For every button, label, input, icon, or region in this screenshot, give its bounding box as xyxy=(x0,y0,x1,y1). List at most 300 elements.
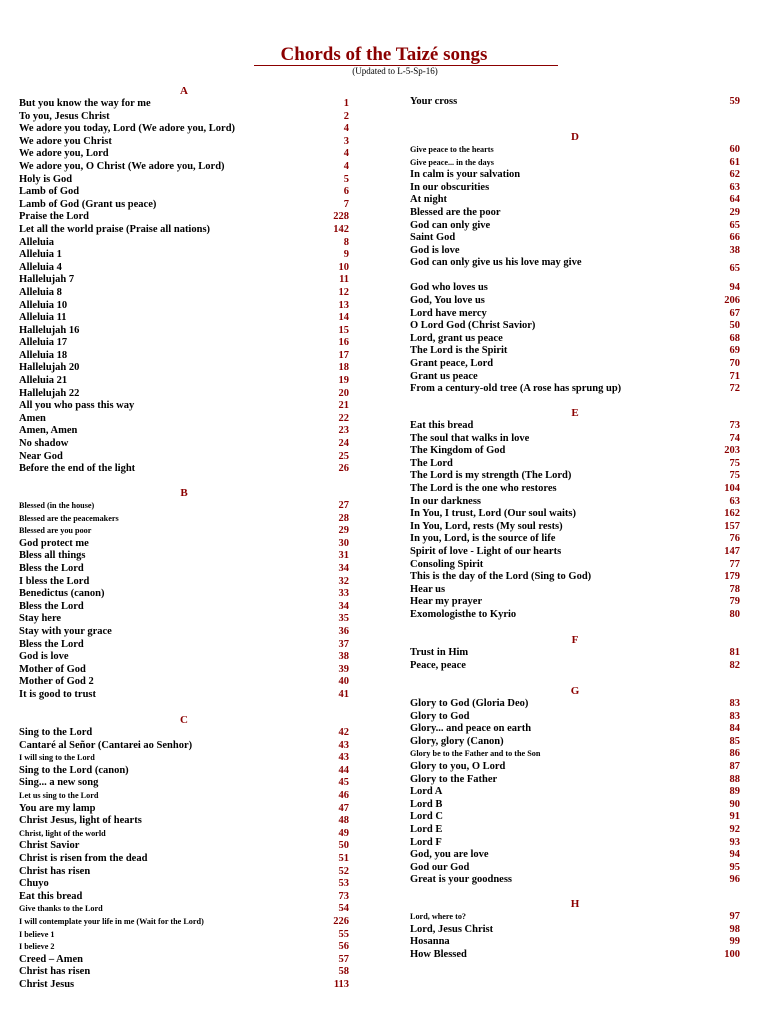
song-title: We adore you, Lord xyxy=(19,148,109,160)
song-title: I will sing to the Lord xyxy=(19,753,95,763)
song-entry xyxy=(19,451,349,464)
song-entry xyxy=(410,521,740,534)
song-title: Eat this bread xyxy=(410,420,474,431)
song-title: The soul that walks in love xyxy=(410,432,530,444)
song-entry xyxy=(19,840,349,853)
song-number: 50 xyxy=(338,840,349,852)
song-number: 97 xyxy=(729,911,740,922)
section-e xyxy=(410,406,740,622)
song-number: 26 xyxy=(338,463,349,475)
song-entry xyxy=(19,186,349,199)
song-number: 94 xyxy=(729,282,740,294)
song-entry xyxy=(410,924,740,937)
song-entry xyxy=(19,676,349,689)
song-number: 203 xyxy=(724,445,740,457)
song-number: 11 xyxy=(339,274,349,286)
song-number: 100 xyxy=(724,948,740,960)
song-entry xyxy=(410,308,740,321)
song-entry xyxy=(19,966,349,979)
song-entry xyxy=(19,500,349,513)
song-entry xyxy=(19,929,349,942)
song-number: 62 xyxy=(729,169,740,181)
song-entry xyxy=(410,358,740,371)
song-entry xyxy=(410,546,740,559)
song-entry xyxy=(19,777,349,790)
song-entry xyxy=(19,878,349,891)
song-number: 31 xyxy=(338,550,349,562)
song-number: 24 xyxy=(338,438,349,450)
song-title: Glory... and peace on earth xyxy=(410,723,532,735)
song-title: God is love xyxy=(19,651,69,663)
song-title: Holy is God xyxy=(19,173,73,185)
song-entry xyxy=(410,157,740,170)
song-number: 4 xyxy=(343,148,349,160)
song-number: 83 xyxy=(729,710,740,722)
song-entry xyxy=(19,199,349,212)
song-number: 17 xyxy=(338,349,349,361)
song-entry xyxy=(19,425,349,438)
song-title: Consoling Spirit xyxy=(410,558,484,570)
song-number: 228 xyxy=(333,211,349,223)
song-entry xyxy=(19,613,349,626)
song-number: 76 xyxy=(729,533,740,545)
song-number: 18 xyxy=(338,362,349,374)
song-number: 15 xyxy=(338,324,349,336)
song-entry xyxy=(410,433,740,446)
song-title: We adore you today, Lord (We adore you, Lord) xyxy=(19,123,236,135)
song-entry xyxy=(19,111,349,124)
song-number: 157 xyxy=(724,520,740,532)
song-title: Sing to the Lord xyxy=(19,727,93,738)
song-number: 68 xyxy=(729,332,740,344)
section-heading: B xyxy=(180,487,188,499)
song-entry xyxy=(410,609,740,622)
song-title: Let all the world praise (Praise all nations) xyxy=(19,223,211,235)
song-number: 59 xyxy=(729,96,740,107)
song-entry xyxy=(19,249,349,262)
section-heading: H xyxy=(570,898,580,910)
song-title: In You, Lord, rests (My soul rests) xyxy=(410,520,563,532)
song-number: 47 xyxy=(338,802,349,814)
song-entry xyxy=(410,220,740,233)
song-title: God is love xyxy=(410,244,460,256)
song-number: 7 xyxy=(343,198,349,210)
song-entry xyxy=(19,98,349,111)
song-entry xyxy=(410,96,740,109)
song-entry xyxy=(410,911,740,924)
song-entry xyxy=(19,563,349,576)
song-entry xyxy=(410,207,740,220)
song-entry xyxy=(410,333,740,346)
song-title: We adore you Christ xyxy=(19,135,112,147)
song-number: 21 xyxy=(338,400,349,412)
song-number: 33 xyxy=(338,588,349,600)
song-title: Alleluia xyxy=(19,236,55,248)
song-entry xyxy=(19,325,349,338)
song-entry xyxy=(19,941,349,954)
song-number: 48 xyxy=(338,815,349,827)
song-number: 1 xyxy=(343,98,349,109)
section-b xyxy=(19,486,349,702)
song-title: All you who pass this way xyxy=(19,400,135,412)
song-entry xyxy=(410,811,740,824)
song-title: At night xyxy=(410,194,448,206)
song-number: 34 xyxy=(338,562,349,574)
song-number: 50 xyxy=(729,320,740,332)
song-entry xyxy=(410,559,740,572)
section-heading: D xyxy=(571,131,579,143)
song-number: 179 xyxy=(724,571,740,583)
song-number: 67 xyxy=(729,307,740,319)
song-title: Lord C xyxy=(410,811,443,823)
song-entry xyxy=(19,224,349,237)
song-number: 113 xyxy=(333,978,349,990)
song-title: God can only give us his love may give xyxy=(410,257,582,269)
song-number: 93 xyxy=(729,836,740,848)
song-number: 99 xyxy=(729,936,740,948)
song-title: Alleluia 17 xyxy=(19,337,68,349)
song-number: 12 xyxy=(338,286,349,298)
song-number: 72 xyxy=(729,383,740,395)
song-entry xyxy=(19,588,349,601)
song-entry xyxy=(19,287,349,300)
page-title: Chords of the Taizé songs xyxy=(280,44,488,65)
song-number: 36 xyxy=(338,625,349,637)
song-number: 87 xyxy=(729,760,740,772)
song-number: 92 xyxy=(729,823,740,835)
song-title: Alleluia 4 xyxy=(19,261,62,273)
song-entry xyxy=(410,445,740,458)
song-number: 65 xyxy=(729,219,740,231)
song-entry xyxy=(410,420,740,433)
song-number: 38 xyxy=(729,244,740,256)
song-entry xyxy=(19,161,349,174)
song-number: 28 xyxy=(338,512,349,524)
song-entry xyxy=(19,576,349,589)
song-number: 88 xyxy=(729,773,740,785)
song-number: 64 xyxy=(729,194,740,206)
song-entry xyxy=(19,525,349,538)
song-number: 4 xyxy=(343,160,349,172)
song-title: Christ is risen from the dead xyxy=(19,852,148,864)
song-title: Peace, peace xyxy=(410,659,466,671)
song-number: 22 xyxy=(338,412,349,424)
song-entry xyxy=(19,903,349,916)
song-title: Sing to the Lord (canon) xyxy=(19,764,129,776)
song-entry xyxy=(19,123,349,136)
song-number: 75 xyxy=(729,457,740,469)
song-entry xyxy=(19,438,349,451)
song-title: Give peace to the hearts xyxy=(410,145,494,154)
song-title: Lord B xyxy=(410,798,443,810)
song-entry xyxy=(410,533,740,546)
song-entry xyxy=(19,362,349,375)
section-f xyxy=(410,633,740,672)
song-title: Benedictus (canon) xyxy=(19,588,105,600)
song-title: Saint God xyxy=(410,232,456,244)
song-number: 2 xyxy=(343,110,349,122)
song-title: I bless the Lord xyxy=(19,575,90,587)
song-entry xyxy=(410,282,740,295)
song-title: Christ, light of the world xyxy=(19,828,106,838)
section-heading: G xyxy=(570,685,580,697)
song-title: Glory to you, O Lord xyxy=(410,760,506,772)
song-title: Eat this bread xyxy=(19,890,83,902)
song-title: In our darkness xyxy=(410,495,481,507)
song-number: 51 xyxy=(338,852,349,864)
song-title: Stay with your grace xyxy=(19,625,112,637)
song-entry xyxy=(19,413,349,426)
song-entry xyxy=(19,538,349,551)
section-a xyxy=(19,84,349,476)
song-title: Christ Jesus, light of hearts xyxy=(19,815,142,827)
song-title: The Kingdom of God xyxy=(410,445,506,457)
song-number: 49 xyxy=(338,827,349,839)
song-number: 54 xyxy=(338,903,349,915)
song-title: Lord, Jesus Christ xyxy=(410,923,494,935)
song-title: Trust in Him xyxy=(410,647,469,658)
song-number: 6 xyxy=(343,186,349,198)
song-entry xyxy=(410,647,740,660)
song-entry xyxy=(19,350,349,363)
song-number: 23 xyxy=(338,425,349,437)
song-number: 8 xyxy=(343,236,349,248)
song-entry xyxy=(19,954,349,967)
song-title: Lord E xyxy=(410,823,443,835)
song-entry xyxy=(410,483,740,496)
song-title: Mother of God xyxy=(19,663,86,675)
song-title: This is the day of the Lord (Sing to God) xyxy=(410,571,592,583)
song-title: Hear us xyxy=(410,583,446,595)
song-title: Christ Savior xyxy=(19,840,80,852)
song-number: 206 xyxy=(724,294,740,306)
song-entry xyxy=(19,891,349,904)
song-title: How Blessed xyxy=(410,948,467,960)
song-number: 70 xyxy=(729,357,740,369)
song-entry xyxy=(410,774,740,787)
song-entry xyxy=(410,182,740,195)
song-entry xyxy=(19,513,349,526)
song-title: In You, I trust, Lord (Our soul waits) xyxy=(410,508,576,520)
song-entry xyxy=(410,232,740,245)
song-number: 4 xyxy=(343,123,349,135)
song-number: 162 xyxy=(724,508,740,520)
song-number: 35 xyxy=(338,613,349,625)
song-entry xyxy=(19,765,349,778)
song-title: God, You love us xyxy=(410,294,485,306)
song-number: 147 xyxy=(724,545,740,557)
song-entry xyxy=(410,596,740,609)
song-entry xyxy=(19,815,349,828)
song-number: 13 xyxy=(338,299,349,311)
song-title: Mother of God 2 xyxy=(19,676,94,688)
song-number: 86 xyxy=(729,748,740,760)
song-number: 90 xyxy=(729,798,740,810)
song-title: Christ Jesus xyxy=(19,978,75,990)
song-number: 84 xyxy=(729,723,740,735)
song-entry xyxy=(410,824,740,837)
section-c-continued xyxy=(410,96,740,109)
song-title: Glory to the Father xyxy=(410,773,498,785)
song-title: Bless all things xyxy=(19,550,86,562)
song-entry xyxy=(19,828,349,841)
song-title: Exomologisthe to Kyrio xyxy=(410,608,517,620)
song-entry xyxy=(19,626,349,639)
song-number: 27 xyxy=(338,500,349,511)
song-title: Lord, where to? xyxy=(410,912,467,921)
song-number: 65 xyxy=(729,263,740,275)
song-number: 63 xyxy=(729,495,740,507)
song-title: Hallelujah 22 xyxy=(19,387,80,399)
song-title: Hallelujah 7 xyxy=(19,274,75,286)
song-title: It is good to trust xyxy=(19,688,97,700)
song-title: Cantaré al Señor (Cantarei ao Senhor) xyxy=(19,739,193,751)
song-number: 142 xyxy=(333,223,349,235)
song-title: I believe 1 xyxy=(19,929,55,939)
song-entry xyxy=(410,837,740,850)
song-number: 96 xyxy=(729,874,740,886)
song-number: 34 xyxy=(338,600,349,612)
song-entry xyxy=(410,786,740,799)
song-title: I will contemplate your life in me (Wait for the Lord) xyxy=(19,916,204,926)
song-entry xyxy=(19,262,349,275)
song-title: God protect me xyxy=(19,537,89,549)
song-number: 5 xyxy=(343,173,349,185)
song-title: In our obscurities xyxy=(410,181,490,193)
song-entry xyxy=(410,949,740,962)
song-number: 60 xyxy=(729,144,740,155)
song-entry xyxy=(19,979,349,992)
song-number: 73 xyxy=(729,420,740,431)
song-entry xyxy=(19,651,349,664)
song-title: God who loves us xyxy=(410,282,488,294)
song-entry xyxy=(410,799,740,812)
song-entry xyxy=(410,584,740,597)
song-entry xyxy=(19,300,349,313)
song-title: Lamb of God (Grant us peace) xyxy=(19,198,157,210)
song-number: 46 xyxy=(338,789,349,801)
song-title: Grant peace, Lord xyxy=(410,357,494,369)
song-title: Hallelujah 16 xyxy=(19,324,80,336)
song-title: Glory to God (Gloria Deo) xyxy=(410,698,529,709)
song-number: 63 xyxy=(729,181,740,193)
song-entry xyxy=(410,345,740,358)
song-number: 81 xyxy=(729,647,740,658)
song-title: Let us sing to the Lord xyxy=(19,790,99,800)
song-title: Praise the Lord xyxy=(19,211,89,223)
song-number: 77 xyxy=(729,558,740,570)
song-title: Lord F xyxy=(410,836,442,848)
song-number: 71 xyxy=(729,370,740,382)
song-entry xyxy=(410,698,740,711)
song-number: 43 xyxy=(338,739,349,751)
song-title: I believe 2 xyxy=(19,942,55,952)
song-title: Creed – Amen xyxy=(19,953,83,965)
song-entry xyxy=(410,874,740,887)
song-entry xyxy=(410,383,740,396)
song-entry xyxy=(19,312,349,325)
song-number: 19 xyxy=(338,375,349,387)
song-title: Stay here xyxy=(19,613,62,625)
song-entry xyxy=(410,496,740,509)
song-title: Blessed are you poor xyxy=(19,526,92,536)
song-entry xyxy=(19,463,349,476)
song-title: Blessed are the peacemakers xyxy=(19,513,119,523)
song-number: 37 xyxy=(338,638,349,650)
song-entry xyxy=(19,752,349,765)
song-number: 95 xyxy=(729,861,740,873)
song-entry xyxy=(410,736,740,749)
section-heading: F xyxy=(571,634,579,646)
song-title: Hosanna xyxy=(410,936,450,948)
song-number: 80 xyxy=(729,608,740,620)
song-title: Amen xyxy=(19,412,46,424)
song-title: Sing... a new song xyxy=(19,777,99,789)
song-entry xyxy=(410,470,740,483)
song-number: 38 xyxy=(338,651,349,663)
song-title: Give peace... in the days xyxy=(410,157,494,167)
song-number: 55 xyxy=(338,928,349,940)
song-title: Alleluia 21 xyxy=(19,375,68,387)
song-entry xyxy=(19,916,349,929)
song-number: 73 xyxy=(338,890,349,902)
song-number: 78 xyxy=(729,583,740,595)
song-entry xyxy=(19,740,349,753)
song-entry xyxy=(19,136,349,149)
song-number: 98 xyxy=(729,923,740,935)
song-title: Glory to God xyxy=(410,710,470,722)
song-entry xyxy=(410,761,740,774)
song-title: Great is your goodness xyxy=(410,874,512,886)
song-title: Alleluia 8 xyxy=(19,286,62,298)
song-number: 41 xyxy=(338,688,349,700)
song-number: 3 xyxy=(343,135,349,147)
song-title: Christ has risen xyxy=(19,865,91,877)
song-entry xyxy=(410,748,740,761)
song-title: God can only give xyxy=(410,219,491,231)
section-g xyxy=(410,684,740,887)
song-title: Blessed (in the house) xyxy=(19,501,95,510)
song-entry xyxy=(410,571,740,584)
song-number: 89 xyxy=(729,786,740,798)
section-d xyxy=(410,130,740,396)
page-subtitle: (Updated to L-5-Sp-16) xyxy=(352,66,438,76)
song-title: Alleluia 10 xyxy=(19,299,68,311)
song-title: Blessed are the poor xyxy=(410,206,501,218)
song-number: 16 xyxy=(338,337,349,349)
song-entry xyxy=(410,936,740,949)
song-entry xyxy=(410,194,740,207)
song-entry xyxy=(19,388,349,401)
song-number: 91 xyxy=(729,811,740,823)
section-heading: E xyxy=(571,407,579,419)
song-title: Chuyo xyxy=(19,878,49,890)
song-number: 79 xyxy=(729,596,740,608)
song-title: Lord A xyxy=(410,786,443,798)
song-number: 42 xyxy=(338,727,349,738)
song-title: Alleluia 18 xyxy=(19,349,68,361)
section-heading: A xyxy=(180,85,188,97)
song-title: The Lord is the one who restores xyxy=(410,482,557,494)
song-number: 57 xyxy=(338,953,349,965)
song-entry xyxy=(410,371,740,384)
song-number: 9 xyxy=(343,249,349,261)
song-entry xyxy=(19,174,349,187)
section-heading: C xyxy=(180,714,188,726)
song-title: The Lord xyxy=(410,457,453,469)
song-title: The Lord is my strength (The Lord) xyxy=(410,470,572,482)
song-title: God our God xyxy=(410,861,470,873)
